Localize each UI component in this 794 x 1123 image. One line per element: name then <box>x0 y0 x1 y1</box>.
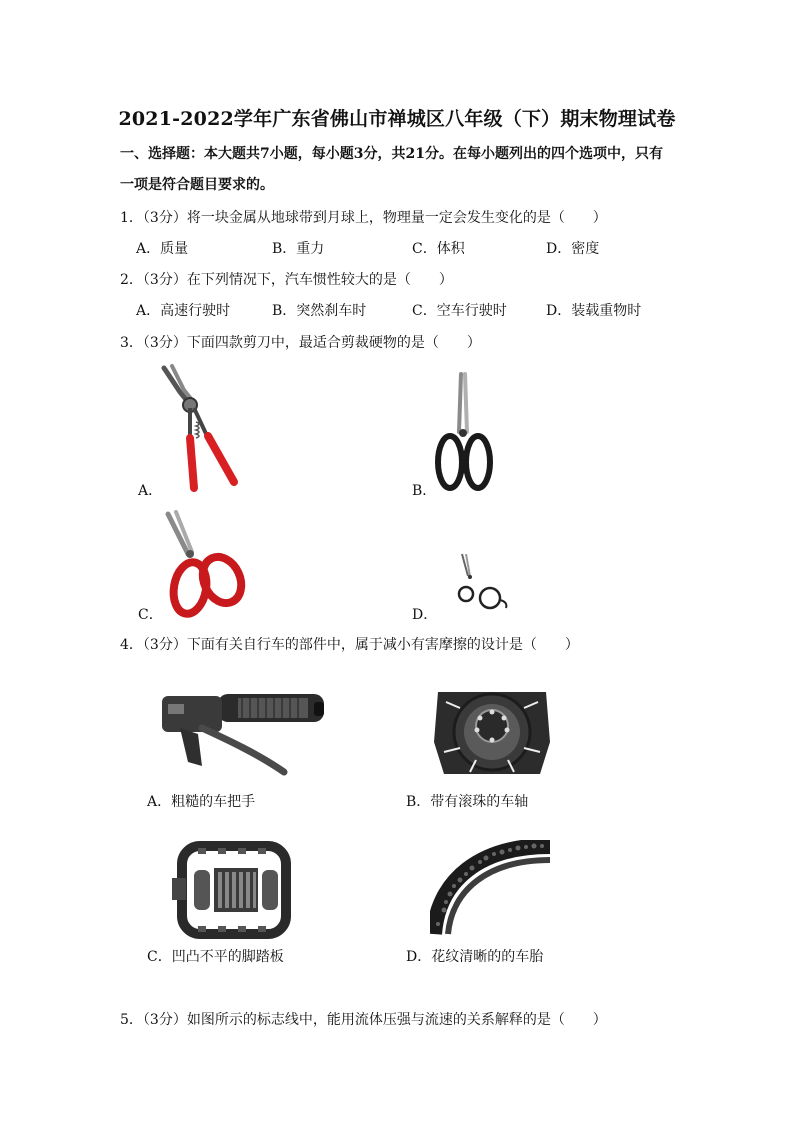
q2-option-a[interactable]: A．高速行驶时 <box>136 303 231 319</box>
q3-option-a[interactable]: A． <box>138 483 163 499</box>
black-scissors-image <box>430 370 500 495</box>
question-5-stem: 5．（3分）如图所示的标志线中，能用流体压强与流速的关系解释的是（ ） <box>120 1012 607 1028</box>
q2-option-b[interactable]: B．突然刹车时 <box>272 303 367 319</box>
q4-option-d[interactable]: D．花纹清晰的的车胎 <box>406 949 544 965</box>
question-1-stem: 1．（3分）将一块金属从地球带到月球上，物理量一定会发生变化的是（ ） <box>120 210 607 226</box>
tire-image <box>430 840 554 936</box>
red-scissors-image <box>158 510 250 620</box>
section-heading-line1: 一、选择题：本大题共7小题，每小题3分，共21分。在每小题列出的四个选项中，只有 <box>120 146 663 162</box>
section-heading-line2: 一项是符合题目要求的。 <box>120 177 274 193</box>
q2-option-c[interactable]: C．空车行驶时 <box>412 303 507 319</box>
question-2-stem: 2．（3分）在下列情况下，汽车惯性较大的是（ ） <box>120 272 453 288</box>
q1-option-b[interactable]: B．重力 <box>272 241 325 257</box>
red-handle-snips-image <box>150 360 250 495</box>
q1-option-a[interactable]: A．质量 <box>136 241 189 257</box>
question-3-stem: 3．（3分）下面四款剪刀中，最适合剪裁硬物的是（ ） <box>120 335 481 351</box>
q3-option-d[interactable]: D． <box>412 607 438 623</box>
question-4-stem: 4．（3分）下面有关自行车的部件中，属于减小有害摩擦的设计是（ ） <box>120 637 579 653</box>
small-scissors-image <box>452 550 512 614</box>
q3-option-c[interactable]: C． <box>138 607 163 623</box>
handlebar-grip-image <box>158 688 330 778</box>
q2-option-d[interactable]: D．装载重物时 <box>546 303 642 319</box>
q1-option-d[interactable]: D．密度 <box>546 241 600 257</box>
q4-option-a[interactable]: A．粗糙的车把手 <box>147 794 256 810</box>
pedal-image <box>168 840 298 940</box>
q4-option-c[interactable]: C．凹凸不平的脚踏板 <box>147 949 284 965</box>
bearing-hub-image <box>430 682 554 782</box>
page-title: 2021-2022学年广东省佛山市禅城区八年级（下）期末物理试卷 <box>118 108 676 130</box>
q3-option-b[interactable]: B． <box>412 483 437 499</box>
q1-option-c[interactable]: C．体积 <box>412 241 465 257</box>
q4-option-b[interactable]: B．带有滚珠的车轴 <box>406 794 529 810</box>
